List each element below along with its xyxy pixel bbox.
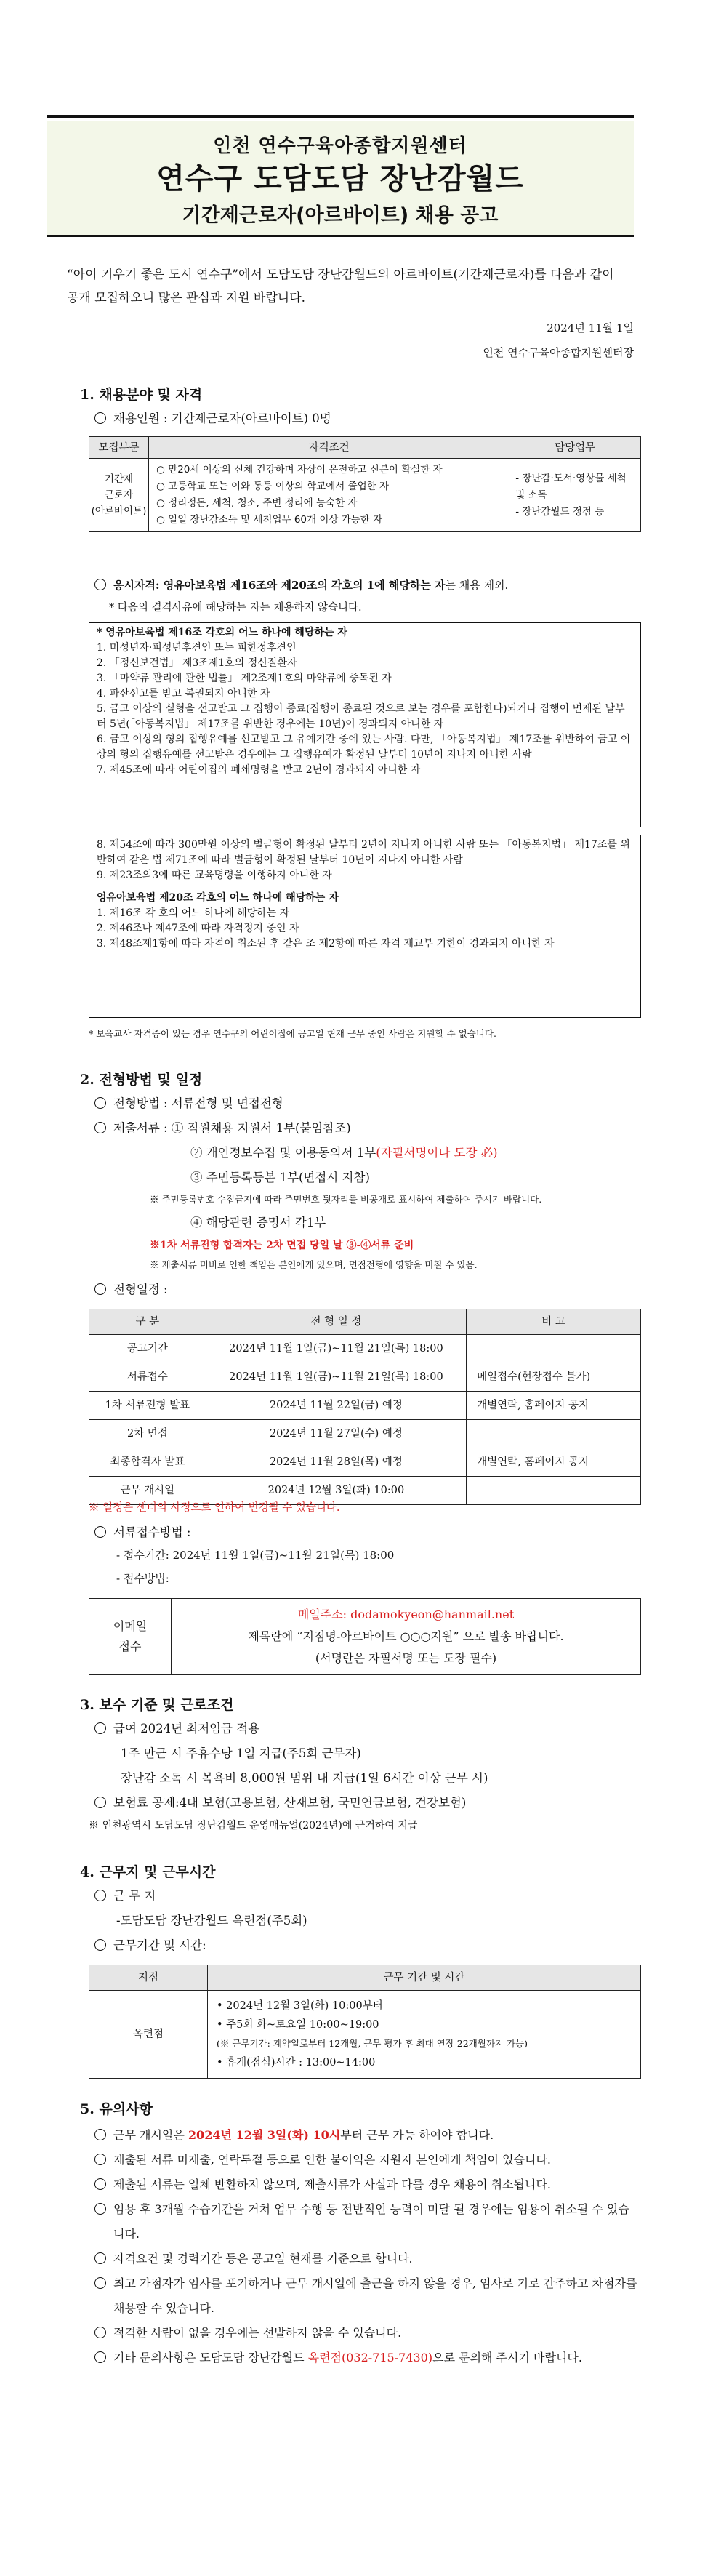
salary-line-1: 1주 만근 시 주휴수당 1일 지급(주5회 근무자) (121, 1746, 361, 1760)
insurance: 보험료 공제:4대 보험(고용보험, 산재보험, 국민연금보험, 건강보험) (94, 1793, 466, 1810)
salary: 급여 2024년 최저임금 적용 (94, 1719, 259, 1736)
hire-count-text: 채용인원 : 기간제근로자(아르바이트) 0명 (113, 412, 331, 425)
issuer: 인천 연수구육아종합지원센터장 (483, 346, 634, 359)
th-schedule: 전 형 일 정 (206, 1309, 466, 1335)
notice-list (94, 2123, 640, 2370)
page-title: 연수구 도담도담 장난감월드 (156, 162, 524, 196)
work-item: • 2024년 12월 3일(화) 10:00부터 (217, 2000, 383, 2012)
schedule-warning: ※ 일정은 센터의 사정으로 인하여 변경될 수 있습니다. (89, 1502, 340, 1514)
box1-item: 3. 「마약류 관리에 관한 법률」 제2조제1호의 마약류에 중독된 자 (97, 673, 392, 684)
notice-item: 제출된 서류는 일체 반환하지 않으며, 제출서류가 사실과 다를 경우 채용이 취소됩니다. (94, 2172, 640, 2197)
page-subtitle: 기간제근로자(아르바이트) 채용 공고 (182, 204, 499, 227)
schedule-table (89, 1309, 641, 1505)
box2b-item: 2. 제46조나 제47조에 따라 자격정지 중인 자 (97, 923, 299, 934)
doc-item: ② 개인정보수집 및 이용동의서 1부(자필서명이나 도장 必) (190, 1146, 498, 1160)
disq-box-1 (89, 622, 641, 827)
table-row: 1차 서류전형 발표 2024년 11월 22일(금) 예정 개별연락, 홈페이지 공지 (89, 1392, 641, 1420)
duties-cell (509, 459, 641, 532)
table-row: 2차 면접 2024년 11월 27일(수) 예정 (89, 1420, 641, 1448)
salary-line-2: 장난감 소독 시 목욕비 8,000원 범위 내 지급(1일 6시간 이상 근무 시) (121, 1771, 488, 1785)
box1-head: * 영유아보육법 제16조 각호의 어느 하나에 해당하는 자 (97, 627, 347, 638)
location: -도담도담 장난감월드 옥련점(주5회) (116, 1914, 307, 1927)
condition-item: ○ 만20세 이상의 신체 건강하며 자상이 온전하고 신분이 확실한 자 (156, 464, 443, 476)
section-4-title: 4. 근무지 및 근무시간 (80, 1864, 216, 1880)
pass-note-red: ※1차 서류전형 합격자는 2차 면접 당일 날 ③-④서류 준비 (150, 1240, 414, 1251)
th-conditions: 자격조건 (149, 437, 509, 459)
duty-item: - 장난감·도서·영상물 세척 및 소독 (515, 472, 627, 501)
method: 전형방법 : 서류전형 및 면접전형 (94, 1094, 283, 1111)
salary-note: ※ 인천광역시 도담도담 장난감월드 운영매뉴얼(2024년)에 근거하여 지급 (89, 1820, 418, 1831)
work-time-label: 근무기간 및 시간: (94, 1935, 206, 1953)
work-item: • 휴게(점심)시간 : 13:00~14:00 (217, 2057, 376, 2069)
table-row: 공고기간 2024년 11월 1일(금)~11월 21일(목) 18:00 (89, 1335, 641, 1363)
email-subject: 제목란에 “지점명-아르바이트 ○○○지원” 으로 발송 바랍니다. (248, 1629, 564, 1643)
docs-label: 제출서류 : ① 직원채용 지원서 1부(붙임참조) (94, 1118, 351, 1136)
hire-count (94, 409, 331, 426)
work-item: (※ 근무기간: 계약일로부터 12개월, 근무 평가 후 최대 연장 22개월까지 가능) (217, 2038, 528, 2049)
condition-item: ○ 정리정돈, 세척, 청소, 주변 정리에 능숙한 자 (156, 497, 358, 509)
location-label: 근 무 지 (94, 1886, 156, 1903)
notice-item: 자격요건 및 경력기간 등은 공고일 현재를 기준으로 합니다. (94, 2247, 640, 2271)
notice-item: 제출된 서류 미제출, 연락두절 등으로 인한 불이익은 지원자 본인에게 책임이 있습니다. (94, 2148, 640, 2172)
docs-red-note: (자필서명이나 도장 必) (376, 1146, 498, 1160)
disqualification: 응시자격: 영유아보육법 제16조와 제20조의 각호의 1에 해당하는 자는 채용 제외. (94, 577, 508, 593)
section-2-title: 2. 전형방법 및 일정 (80, 1072, 203, 1088)
branch-cell: 옥련점 (89, 1991, 208, 2079)
footnote: * 보육교사 자격증이 있는 경우 연수구의 어린이집에 공고일 현재 근무 중인 사람은 지원할 수 없습니다. (89, 1028, 496, 1039)
box2-item: 9. 제23조의3에 따른 교육명령을 이행하지 아니한 자 (97, 870, 332, 881)
work-item: • 주5회 화~토요일 10:00~19:00 (217, 2019, 379, 2031)
th-kind: 구 분 (89, 1309, 206, 1335)
box2b-item: 3. 제48조제1항에 따라 자격이 취소된 후 같은 조 제2항에 따른 자격 재교부 기한이 경과되지 아니한 자 (97, 938, 555, 950)
box1-item: 5. 금고 이상의 실형을 선고받고 그 집행이 종료(집행이 종료된 것으로 보는 경우를 포함한다)되거나 집행이 면제된 날부터 5년(「아동복지법」 제17조를 위반한 경우에는 10년)이 경과되지 아니한 자 (97, 703, 625, 730)
doc-note: ※ 주민등록번호 수집금지에 따라 주민번호 뒷자리를 비공개로 표시하여 제출하여 주시기 바랍니다. (150, 1194, 542, 1205)
box2-head: 영유아보육법 제20조 각호의 어느 하나에 해당하는 자 (97, 892, 339, 904)
conditions-cell (149, 459, 509, 532)
box1-item: 7. 제45조에 따라 어린이집의 폐쇄명령을 받고 2년이 경과되지 아니한 자 (97, 764, 421, 776)
recv-method: - 접수방법: (116, 1572, 169, 1585)
notice-item: 임용 후 3개월 수습기간을 거쳐 업무 수행 등 전반적인 능력이 미달 될 경우에는 임용이 취소될 수 있습니다. (94, 2197, 640, 2247)
email-address: 메일주소: dodamokyeon@hanmail.net (297, 1608, 515, 1621)
box2-item: 8. 제54조에 따라 300만원 이상의 벌금형이 확정된 날부터 2년이 지나지 아니한 사람 또는 「아동복지법」 제17조를 위반하여 같은 법 제71조에 따라 벌금형이 확정된 날부터 10년이 지나지 아니한 사람 (97, 839, 630, 866)
box2b-item: 1. 제16조 각 호의 어느 하나에 해당하는 자 (97, 907, 290, 919)
disq-note: * 다음의 결격사유에 해당하는 자는 채용하지 않습니다. (109, 602, 362, 614)
duty-item: - 장난감월드 정점 등 (515, 505, 605, 518)
notice-item: 근무 개시일은 2024년 12월 3일(화) 10시부터 근무 가능 하여야 합니다. (94, 2123, 640, 2148)
pass-note: ※ 제출서류 미비로 인한 책임은 본인에게 있으며, 면접전형에 영향을 미칠 수 있음. (150, 1259, 478, 1270)
th-branch: 지점 (89, 1965, 208, 1991)
email-cell (172, 1599, 641, 1675)
email-label: 이메일 접수 (89, 1599, 172, 1675)
notice-date: 2024년 11월 1일 (547, 321, 634, 334)
section-3-title: 3. 보수 기준 및 근로조건 (80, 1697, 234, 1713)
condition-item: ○ 일일 장난감소독 및 세척업무 60개 이상 가능한 자 (156, 514, 383, 526)
th-note: 비 고 (467, 1309, 641, 1335)
doc-item: ③ 주민등록등본 1부(면접시 지참) (190, 1171, 370, 1184)
table-row: 최종합격자 발표 2024년 11월 28일(목) 예정 개별연락, 홈페이지 공지 (89, 1448, 641, 1477)
box1-item: 1. 미성년자·피성년후견인 또는 피한정후견인 (97, 642, 297, 654)
box1-item: 6. 금고 이상의 형의 집행유예를 선고받고 그 유예기간 중에 있는 사람. 다만, 「아동복지법」 제17조를 위반하여 금고 이상의 형의 집행유예를 선고받은 경우에는 그 집행유예가 확정된 날부터 10년이 지나지 아니한 사람 (97, 734, 631, 761)
table-row: 근무 개시일 2024년 12월 3일(화) 10:00 (89, 1477, 641, 1505)
header-box (47, 115, 634, 237)
recv-period: - 접수기간: 2024년 11월 1일(금)~11월 21일(목) 18:00 (116, 1549, 395, 1562)
disq-box-2 (89, 835, 641, 1018)
box1-item: 2. 「정신보건법」 제3조제1호의 정신질환자 (97, 657, 297, 669)
condition-item: ○ 고등학교 또는 이와 동등 이상의 학교에서 졸업한 자 (156, 481, 390, 492)
notice-item: 적격한 사람이 없을 경우에는 선발하지 않을 수 있습니다. (94, 2321, 640, 2346)
notice-item: 기타 문의사항은 도담도담 장난감월드 옥련점(032-715-7430)으로 문의해 주시기 바랍니다. (94, 2346, 640, 2370)
notice-item: 최고 가점자가 임사를 포기하거나 근무 개시일에 출근을 하지 않을 경우, 임사로 기로 간주하고 차점자를 채용할 수 있습니다. (94, 2271, 640, 2321)
schedule-label: 전형일정 : (94, 1280, 168, 1297)
th-duties: 담당업무 (509, 437, 641, 459)
th-position: 모집부문 (89, 437, 149, 459)
box1-item: 4. 파산선고를 받고 복권되지 아니한 자 (97, 688, 270, 699)
email-table (89, 1598, 641, 1675)
intro-text: “아이 키우기 좋은 도시 연수구”에서 도담도담 장난감월드의 아르바이트(기간제근로자)를 다음과 같이 공개 모집하오니 많은 관심과 지원 바랍니다. (67, 268, 614, 305)
section-1-title: 1. 채용분야 및 자격 (80, 387, 203, 403)
work-table (89, 1965, 641, 2079)
doc-item: ① 직원채용 지원서 1부(붙임참조) (171, 1121, 351, 1135)
position-cell: 기간제 근로자 (아르바이트) (89, 459, 149, 532)
email-sign: (서명란은 자필서명 또는 도장 필수) (315, 1651, 497, 1665)
qualification-table (89, 436, 641, 532)
section-5-title: 5. 유의사항 (80, 2101, 153, 2117)
table-row: 서류접수 2024년 11월 1일(금)~11월 21일(목) 18:00 메일접수(현장접수 불가) (89, 1363, 641, 1392)
work-time-cell (208, 1991, 641, 2079)
recv-label: 서류접수방법 : (94, 1522, 190, 1540)
org-name: 인천 연수구육아종합지원센터 (213, 135, 467, 157)
doc-item: ④ 해당관련 증명서 각1부 (190, 1216, 326, 1229)
th-time: 근무 기간 및 시간 (208, 1965, 641, 1991)
